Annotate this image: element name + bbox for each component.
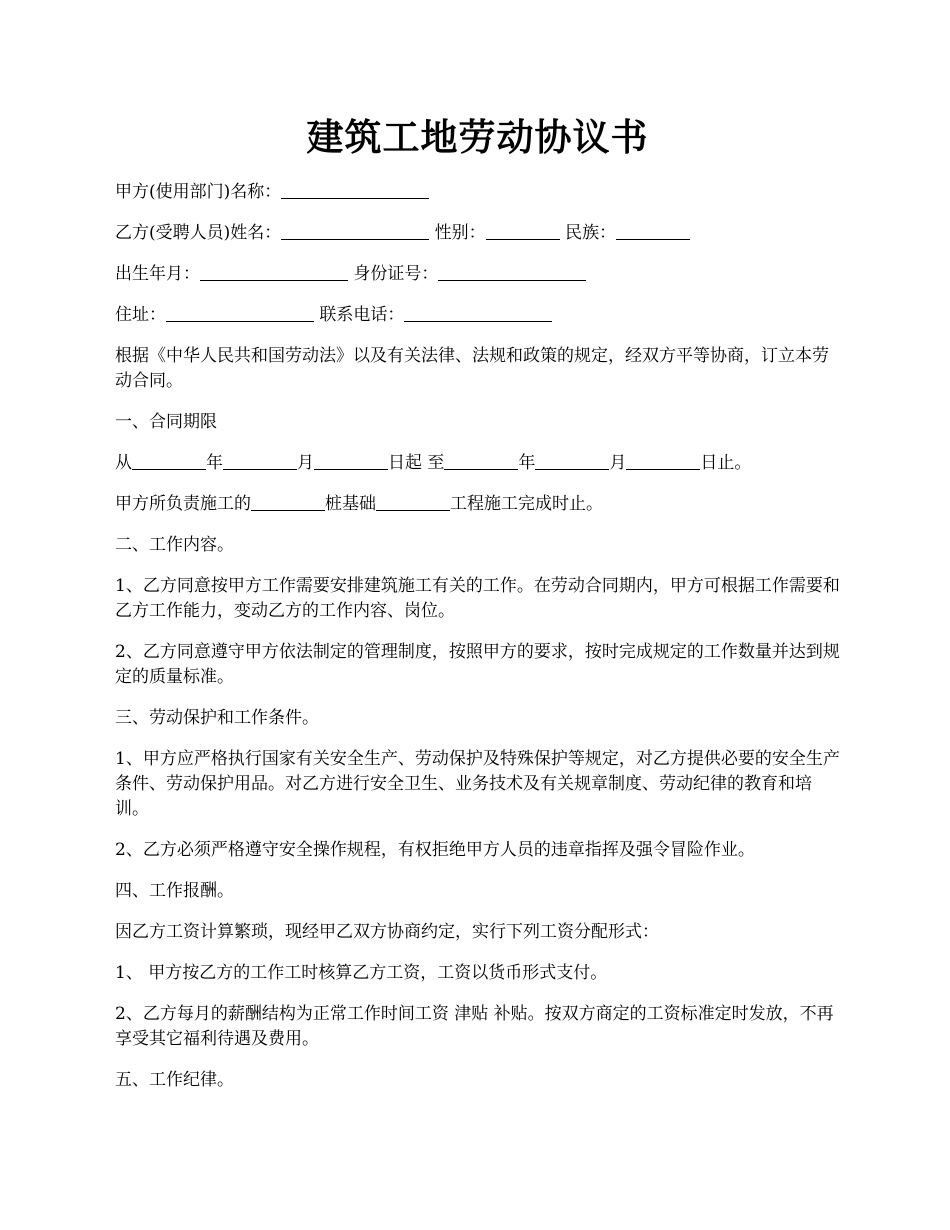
section4-item-2: 2、乙方每月的薪酬结构为正常工作时间工资 津贴 补贴。按双方商定的工资标准定时发放，不再享受其它福利待遇及费用。: [115, 1004, 834, 1049]
section3-item-2: 2、乙方必须严格遵守安全操作规程，有权拒绝甲方人员的违章指挥及强令冒险作业。: [115, 840, 755, 860]
section5-title: 五、工作纪律。: [115, 1070, 234, 1090]
party-a-label: 甲方(使用部门)名称：: [115, 182, 282, 202]
start-day-blank: [314, 451, 388, 470]
phone-blank: [404, 303, 552, 322]
address-phone-line: [115, 303, 840, 328]
address-label: 住址：: [115, 305, 166, 325]
ethnicity-label: 民族：: [565, 223, 617, 243]
section4-title: 四、工作报酬。: [115, 881, 234, 901]
birth-label: 出生年月：: [115, 264, 200, 284]
address-blank: [166, 303, 314, 322]
period-day-start: 日起 至: [388, 453, 445, 473]
id-label: 身份证号：: [353, 264, 439, 284]
period-year-label-end: 年: [518, 453, 536, 473]
document-title: 建筑工地劳动协议书: [306, 115, 649, 159]
party-b-name-blank: [281, 221, 429, 240]
completion-blank-2: [376, 492, 450, 511]
period-from: 从: [115, 453, 132, 473]
section2-item-2: 2、乙方同意遵守甲方依法制定的管理制度，按照甲方的要求，按时完成规定的工作数量并达到规定的质量标准。: [115, 642, 840, 687]
section2-item-1: 1、乙方同意按甲方工作需要安排建筑施工有关的工作。在劳动合同期内，甲方可根据工作需要和乙方工作能力，变动乙方的工作内容、岗位。: [115, 576, 840, 621]
gender-blank: [486, 221, 560, 240]
period-month-label: 月: [297, 453, 314, 473]
contract-period-line: [115, 451, 840, 476]
completion-mid: 桩基础: [325, 494, 376, 514]
section3-title: 三、劳动保护和工作条件。: [115, 708, 319, 728]
section2-title: 二、工作内容。: [115, 535, 234, 555]
completion-suffix: 工程施工完成时止。: [450, 494, 603, 514]
gender-label: 性别：: [434, 223, 486, 243]
birth-id-line: [115, 262, 840, 287]
section1-title: 一、合同期限: [115, 412, 217, 432]
party-b-line: [115, 221, 840, 246]
section3-item-1: 1、甲方应严格执行国家有关安全生产、劳动保护及特殊保护等规定，对乙方提供必要的安全生产条件、劳动保护用品。对乙方进行安全卫生、业务技术及有关规章制度、劳动纪律的教育和培训。: [115, 749, 840, 819]
phone-label: 联系电话：: [319, 305, 405, 325]
party-a-line: [115, 180, 840, 205]
id-blank: [438, 262, 586, 281]
end-month-blank: [535, 451, 609, 470]
start-year-blank: [132, 451, 206, 470]
ethnicity-blank: [616, 221, 690, 240]
party-b-label: 乙方(受聘人员)姓名：: [115, 223, 282, 243]
section4-item-1: 1、 甲方按乙方的工作工时核算乙方工资，工资以货币形式支付。: [115, 963, 608, 983]
completion-blank-1: [251, 492, 325, 511]
end-year-blank: [444, 451, 518, 470]
end-day-blank: [626, 451, 700, 470]
document-body: [115, 180, 840, 1109]
section4-intro: 因乙方工资计算繁琐，现经甲乙双方协商约定，实行下列工资分配形式：: [115, 922, 659, 942]
birth-blank: [200, 262, 348, 281]
period-year-label: 年: [206, 453, 223, 473]
completion-line: [115, 492, 840, 517]
period-day-end: 日止。: [700, 453, 752, 473]
party-a-name-blank: [281, 180, 429, 199]
preamble-paragraph: 根据《中华人民共和国劳动法》以及有关法律、法规和政策的规定，经双方平等协商，订立本劳动合同。: [115, 346, 829, 391]
completion-prefix: 甲方所负责施工的: [115, 494, 251, 514]
period-month-label-end: 月: [609, 453, 627, 473]
start-month-blank: [223, 451, 297, 470]
